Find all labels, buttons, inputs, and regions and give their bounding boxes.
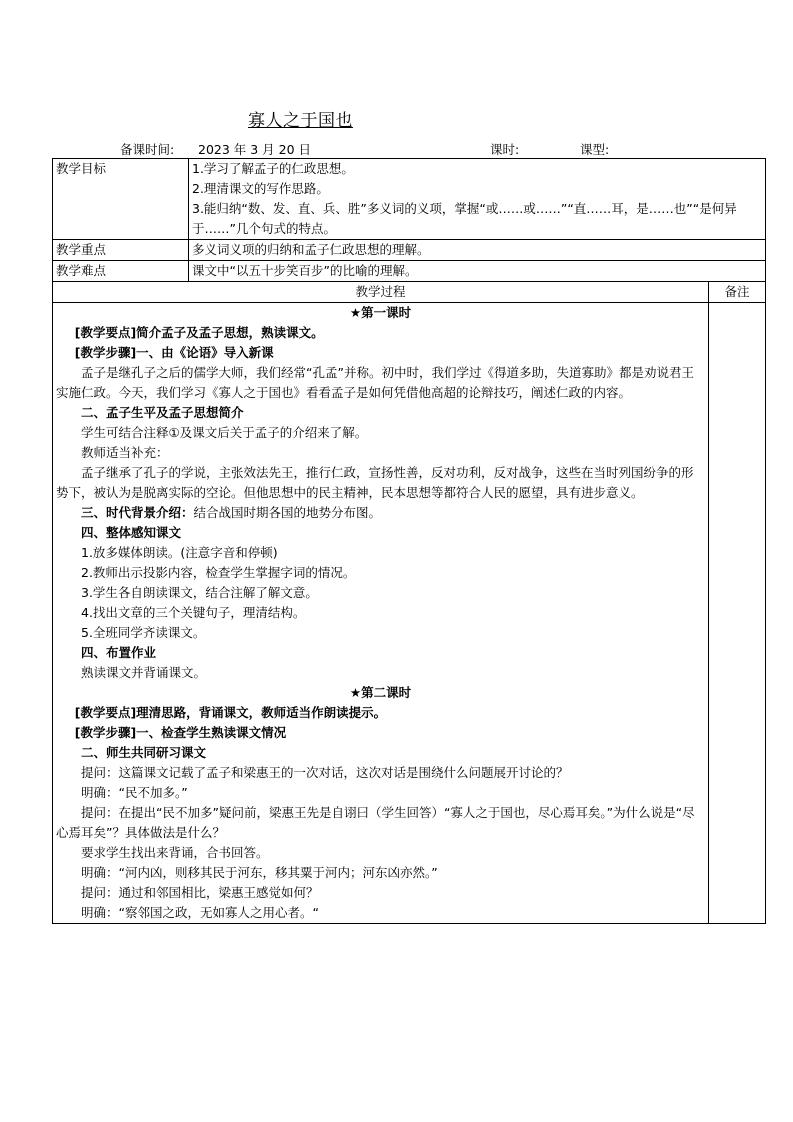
list-item: 5.全班同学齐读课文。 bbox=[81, 625, 206, 640]
session-heading: ★第一课时 bbox=[349, 305, 412, 320]
session-heading: ★第二课时 bbox=[349, 685, 412, 700]
section-heading: 二、孟子生平及孟子思想简介 bbox=[81, 405, 244, 420]
teaching-step: [教学步骤]一、检查学生熟读课文情况 bbox=[74, 725, 287, 740]
key-point-label: 教学重点 bbox=[53, 240, 189, 261]
notes-header: 备注 bbox=[709, 282, 766, 303]
process-header: 教学过程 bbox=[53, 282, 709, 303]
section-heading: 四、整体感知课文 bbox=[81, 525, 182, 540]
paragraph: 结合战国时期各国的地势分布图。 bbox=[193, 505, 382, 520]
prep-date-value: 2023 年 3 月 20 日 bbox=[198, 142, 312, 157]
list-item: 1.放多媒体朗读。(注意字音和停顿) bbox=[81, 545, 278, 560]
lesson-type-label: 课型: bbox=[580, 142, 610, 157]
paragraph: 学生可结合注释①及课文后关于孟子的介绍来了解。 bbox=[81, 425, 368, 440]
teaching-step: [教学步骤]一、由《论语》导入新课 bbox=[74, 345, 274, 360]
paragraph: 提问：通过和邻国相比，梁惠王感觉如何？ bbox=[81, 885, 319, 900]
section-heading: 二、师生共同研习课文 bbox=[81, 745, 207, 760]
paragraph: 孟子继承了孔子的学说，主张效法先王，推行仁政，宣扬性善，反对功利，反对战争，这些在当时列国纷争的形势下，被认为是脱离实际的空论。但他思想中的民主精神，民本思想等都符合人民的愿望，具有进步意义。 bbox=[56, 465, 694, 500]
process-header-row bbox=[53, 282, 766, 303]
paragraph: 明确：“民不加多。” bbox=[81, 785, 188, 800]
teaching-point: [教学要点]理清思路，背诵课文，教师适当作朗读提示。 bbox=[74, 705, 387, 720]
goals-row bbox=[53, 159, 766, 240]
section-heading-line bbox=[56, 503, 705, 523]
prep-date-label: 备课时间: bbox=[120, 142, 175, 157]
paragraph: 要求学生找出来背诵，合书回答。 bbox=[81, 845, 269, 860]
goal-item: 1.学习了解孟子的仁政思想。 bbox=[192, 161, 354, 176]
document-title: 寡人之于国也 bbox=[248, 111, 353, 131]
list-item: 2.教师出示投影内容，检查学生掌握字词的情况。 bbox=[81, 565, 356, 580]
teaching-point: [教学要点]简介孟子及孟子思想，熟读课文。 bbox=[74, 325, 324, 340]
process-content bbox=[53, 303, 709, 924]
difficulty-label: 教学难点 bbox=[53, 261, 189, 282]
section-heading: 三、时代背景介绍： bbox=[81, 505, 194, 520]
key-point-row bbox=[53, 240, 766, 261]
notes-cell bbox=[709, 303, 766, 924]
list-item: 3.学生各自朗读课文，结合注解了解文意。 bbox=[81, 585, 318, 600]
paragraph: 明确：“河内凶，则移其民于河东，移其粟于河内；河东凶亦然。” bbox=[81, 865, 438, 880]
process-body-row bbox=[53, 303, 766, 924]
difficulty-row bbox=[53, 261, 766, 282]
paragraph: 熟读课文并背诵课文。 bbox=[81, 665, 207, 680]
paragraph: 孟子是继孔子之后的儒学大师，我们经常“孔孟”并称。初中时，我们学过《得道多助，失道寡助》都是劝说君王实施仁政。今天，我们学习《寡人之于国也》看看孟子是如何凭借他高超的论辩技巧，阐述仁政的内容。 bbox=[56, 365, 694, 400]
paragraph: 提问：这篇课文记载了孟子和梁惠王的一次对话，这次对话是围绕什么问题展开讨论的？ bbox=[81, 765, 569, 780]
paragraph: 提问：在提出“民不加多”疑问前，梁惠王先是自诩曰（学生回答）“寡人之于国也，尽心焉耳矣。”为什么说是“尽心焉耳矣”？具体做法是什么？ bbox=[56, 805, 695, 840]
goals-content bbox=[189, 159, 766, 240]
goals-label: 教学目标 bbox=[53, 159, 189, 240]
class-hours-label: 课时: bbox=[490, 142, 520, 157]
paragraph: 教师适当补充： bbox=[81, 445, 169, 460]
goal-item: 3.能归纳“数、发、直、兵、胜”多义词的义项，掌握“或……或……”“直……耳，是……也”“是何异于……”几个句式的特点。 bbox=[192, 201, 737, 236]
paragraph: 明确：“察邻国之政，无如寡人之用心者。“ bbox=[81, 905, 319, 920]
key-point-text: 多义词义项的归纳和孟子仁政思想的理解。 bbox=[189, 240, 766, 261]
difficulty-text: 课文中“以五十步笑百步”的比喻的理解。 bbox=[189, 261, 766, 282]
list-item: 4.找出文章的三个关键句子，理清结构。 bbox=[81, 605, 306, 620]
lesson-plan-table bbox=[52, 158, 766, 924]
goal-item: 2.理清课文的写作思路。 bbox=[192, 181, 329, 196]
section-heading: 四、布置作业 bbox=[81, 645, 157, 660]
